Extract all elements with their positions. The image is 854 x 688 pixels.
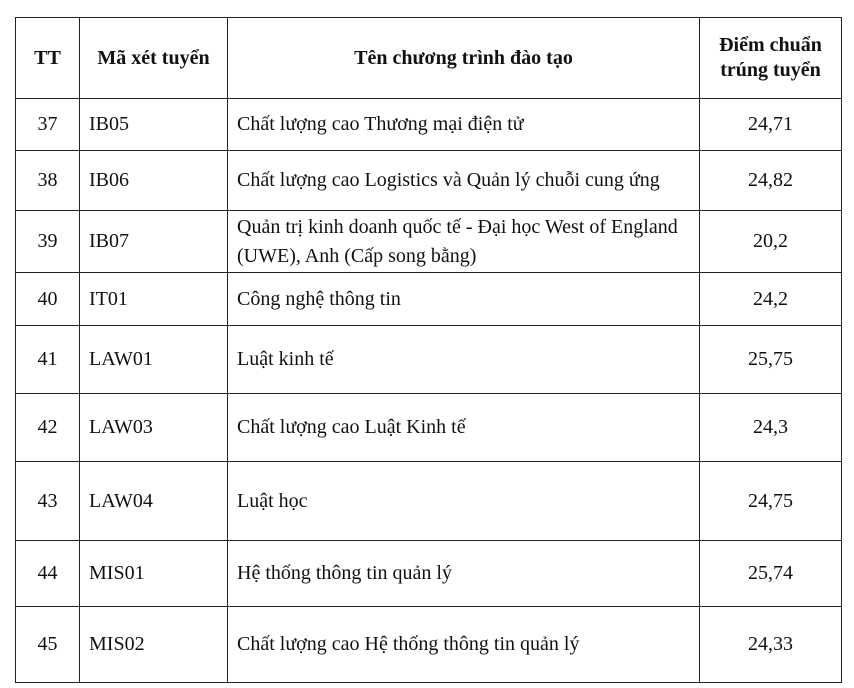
row-name: Chất lượng cao Logistics và Quản lý chuỗi cung ứng xyxy=(228,151,700,211)
table-header-row xyxy=(16,18,842,99)
table-row xyxy=(16,607,842,683)
row-score: 24,71 xyxy=(700,99,842,151)
row-score: 24,75 xyxy=(700,462,842,541)
row-score: 20,2 xyxy=(700,211,842,273)
row-name: Hệ thống thông tin quản lý xyxy=(228,541,700,607)
header-code-text: Mã xét tuyển xyxy=(97,46,210,69)
row-tt: 40 xyxy=(16,273,80,326)
row-code: IT01 xyxy=(80,273,228,326)
row-name: Chất lượng cao Hệ thống thông tin quản lý xyxy=(228,607,700,683)
row-tt: 37 xyxy=(16,99,80,151)
row-tt: 42 xyxy=(16,394,80,462)
table-row xyxy=(16,151,842,211)
header-code xyxy=(80,18,228,99)
row-name: Công nghệ thông tin xyxy=(228,273,700,326)
row-score: 24,33 xyxy=(700,607,842,683)
row-name: Luật học xyxy=(228,462,700,541)
table-row xyxy=(16,99,842,151)
row-score: 25,74 xyxy=(700,541,842,607)
row-tt: 45 xyxy=(16,607,80,683)
row-tt: 41 xyxy=(16,326,80,394)
row-score: 25,75 xyxy=(700,326,842,394)
row-tt: 43 xyxy=(16,462,80,541)
table-row xyxy=(16,273,842,326)
row-tt: 44 xyxy=(16,541,80,607)
header-tt: TT xyxy=(16,18,80,99)
table-row xyxy=(16,211,842,273)
row-code: IB07 xyxy=(80,211,228,273)
admission-scores-table xyxy=(15,17,842,683)
table-row xyxy=(16,326,842,394)
row-code: MIS02 xyxy=(80,607,228,683)
row-score: 24,2 xyxy=(700,273,842,326)
row-name: Chất lượng cao Luật Kinh tế xyxy=(228,394,700,462)
header-score-text: Điểm chuẩn trúng tuyển xyxy=(719,34,822,81)
row-code: IB06 xyxy=(80,151,228,211)
row-name: Luật kinh tế xyxy=(228,326,700,394)
row-code: IB05 xyxy=(80,99,228,151)
header-score xyxy=(700,18,842,99)
row-code: LAW04 xyxy=(80,462,228,541)
row-code: MIS01 xyxy=(80,541,228,607)
row-code: LAW01 xyxy=(80,326,228,394)
table-row xyxy=(16,541,842,607)
row-code: LAW03 xyxy=(80,394,228,462)
row-name: Chất lượng cao Thương mại điện tử xyxy=(228,99,700,151)
row-tt: 38 xyxy=(16,151,80,211)
row-name: Quản trị kinh doanh quốc tế - Đại học West of England (UWE), Anh (Cấp song bằng) xyxy=(228,211,700,273)
header-name: Tên chương trình đào tạo xyxy=(228,18,700,99)
row-tt: 39 xyxy=(16,211,80,273)
row-score: 24,3 xyxy=(700,394,842,462)
table-row xyxy=(16,394,842,462)
row-score: 24,82 xyxy=(700,151,842,211)
table-row xyxy=(16,462,842,541)
